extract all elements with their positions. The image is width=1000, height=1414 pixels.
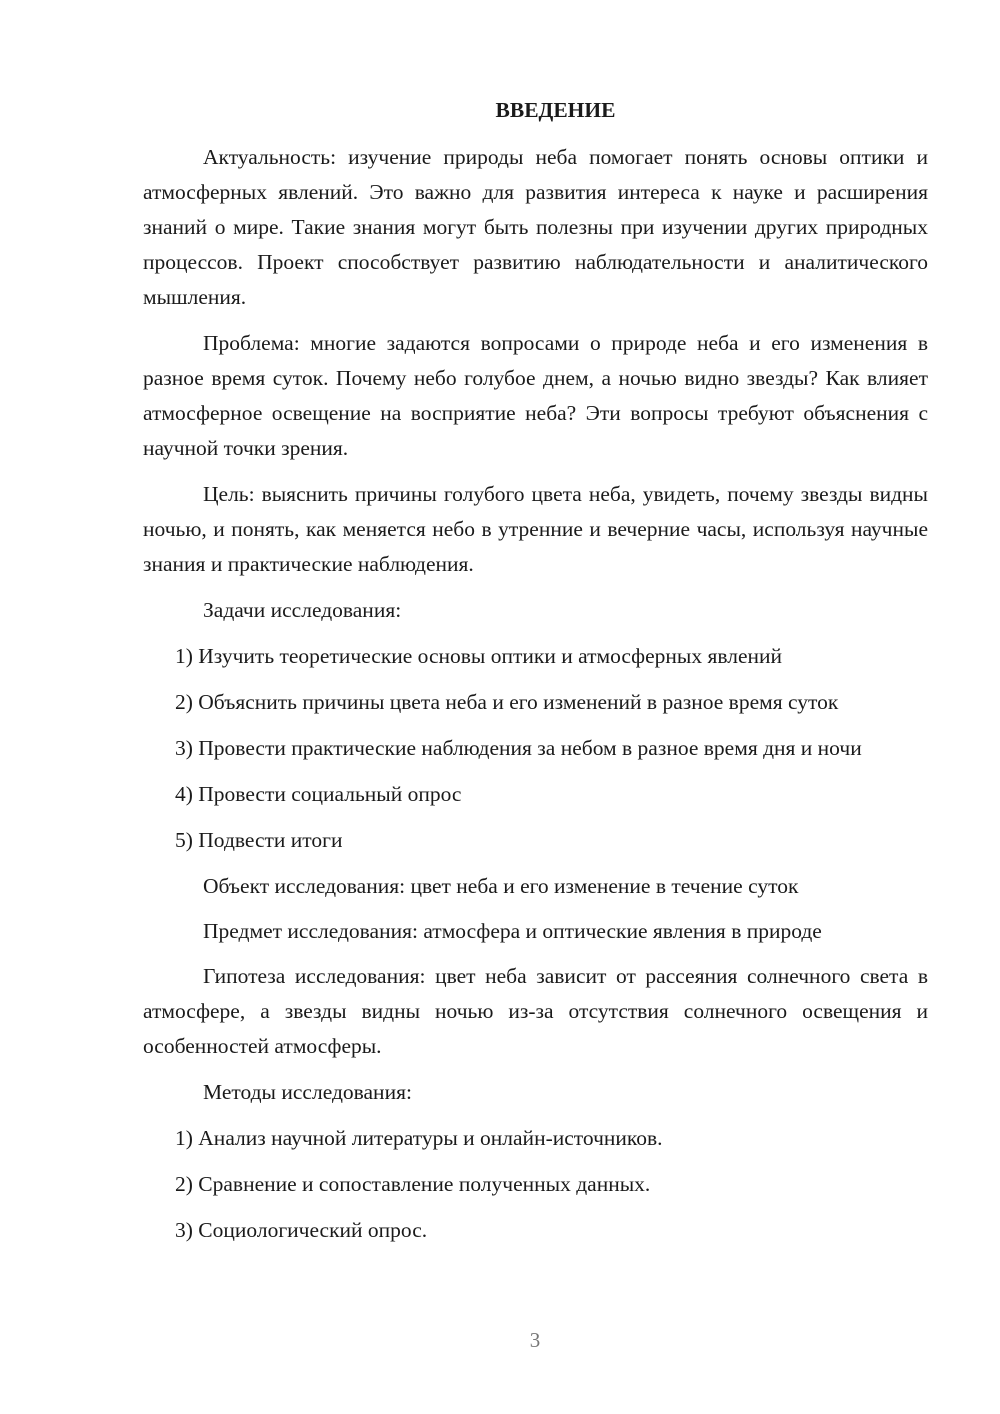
section-title: ВВЕДЕНИЕ <box>495 98 616 122</box>
relevance-paragraph: Актуальность: изучение природы неба помогает понять основы оптики и атмосферных явлений. Это важно для развития интереса к науке и расширения знаний о мире. Такие знания могут быть полезны при изучении других природных процессов. Проект способствует развитию наблюдательности и аналитического мышления. <box>143 145 928 309</box>
document-page <box>143 93 928 1259</box>
goal-paragraph: Цель: выяснить причины голубого цвета неба, увидеть, почему звезды видны ночью, и понять, как меняется небо в утренние и вечерние часы, используя научные знания и практические наблюдения. <box>143 482 928 576</box>
task-item-4: 4) Провести социальный опрос <box>175 782 462 806</box>
task-item-3: 3) Провести практические наблюдения за небом в разное время дня и ночи <box>175 736 862 760</box>
page-number: 3 <box>529 1328 541 1352</box>
task-item-5: 5) Подвести итоги <box>175 828 343 852</box>
method-item-2: 2) Сравнение и сопоставление полученных данных. <box>175 1172 651 1196</box>
hypothesis-paragraph: Гипотеза исследования: цвет неба зависит от рассеяния солнечного света в атмосфере, а звезды видны ночью из-за отсутствия солнечного освещения и особенностей атмосферы. <box>143 964 928 1058</box>
method-item-3: 3) Социологический опрос. <box>175 1218 428 1242</box>
problem-paragraph: Проблема: многие задаются вопросами о природе неба и его изменения в разное время суток. Почему небо голубое днем, а ночью видно звезды? Как влияет атмосферное освещение на восприятие неба? Эти вопросы требуют объяснения с научной точки зрения. <box>143 331 928 460</box>
method-item-1: 1) Анализ научной литературы и онлайн-источников. <box>175 1126 663 1150</box>
methods-heading: Методы исследования: <box>203 1080 412 1104</box>
task-item-2: 2) Объяснить причины цвета неба и его изменений в разное время суток <box>175 690 839 714</box>
task-item-1: 1) Изучить теоретические основы оптики и атмосферных явлений <box>175 644 783 668</box>
tasks-heading: Задачи исследования: <box>203 598 402 622</box>
subject-paragraph: Предмет исследования: атмосфера и оптические явления в природе <box>203 919 822 943</box>
object-paragraph: Объект исследования: цвет неба и его изменение в течение суток <box>203 874 799 898</box>
